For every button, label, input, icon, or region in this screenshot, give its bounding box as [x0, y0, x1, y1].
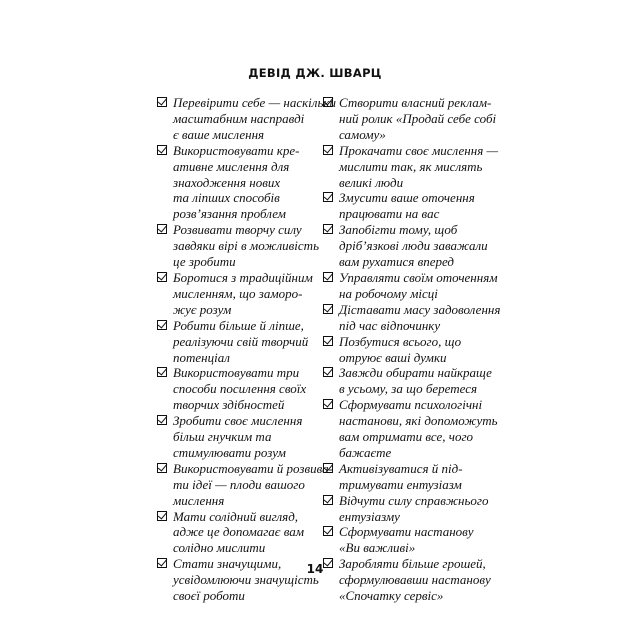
checklist-item-text-line: ативне мислення для [173, 158, 290, 174]
checklist-item [323, 190, 488, 222]
checklist-item-text-line: Змусити ваше оточення [339, 190, 475, 206]
checklist-item [157, 222, 322, 270]
checklist-item-text-line: більш гнучким та [173, 429, 272, 445]
checklist-item-text-line: Робити більше й ліпше, [173, 317, 304, 333]
checklist-item-text-line: Використовувати й розвива- [173, 460, 333, 476]
checklist-right-column [323, 95, 501, 604]
checklist-item-text-line: ти ідеї — плоди вашого [173, 476, 305, 492]
checklist-item-text-line: вам рухатися вперед [339, 254, 455, 270]
checklist-item-text-line: Зробити своє мислення [173, 413, 303, 429]
checklist-item-text-line: адже це допомагає вам [173, 524, 305, 540]
checklist-item-text-line: Створити власний реклам- [339, 95, 492, 110]
checklist-item-text-line: Використовувати кре- [173, 142, 300, 158]
checklist-item-text-line: Використовувати три [173, 365, 300, 381]
checklist-item [157, 413, 322, 461]
checklist-item [323, 222, 488, 270]
checklist-item-text-line: ентузіазму [339, 508, 400, 524]
checklist-item-text-line: Заробляти більше грошей, [339, 556, 486, 572]
checklist-item [157, 460, 333, 509]
checklist-item [323, 142, 499, 191]
checkbox-checked-icon [157, 224, 167, 234]
checklist-item-text-line: Відчути силу справжнього [339, 492, 489, 508]
checklist-item [323, 95, 497, 143]
checklist-item-text-line: на робочому місці [339, 285, 438, 301]
checkbox-checked-icon [157, 145, 167, 155]
checklist-item [157, 270, 322, 318]
checklist-item-text-line: масштабним насправді [173, 110, 305, 126]
checklist-item-text-line: солідно мислити [173, 540, 266, 556]
checklist-item-text-line: тримувати ентузіазм [339, 476, 462, 492]
checklist-item-text-line: Діставати масу задоволення [339, 301, 501, 317]
checklist-item-text-line: знаходження нових [173, 174, 281, 190]
checklist-item-text-line: розв’язання проблем [173, 206, 286, 222]
checkbox-checked-icon [323, 336, 333, 346]
checklist-item-text-line: своєї роботи [173, 588, 245, 604]
checkbox-checked-icon [323, 97, 333, 107]
checklist-item-text-line: в усьому, за що беретеся [339, 381, 478, 397]
checklist-item-text-line: великі люди [339, 174, 404, 190]
checklist-item-text-line: творчих здібностей [173, 397, 285, 413]
checkbox-checked-icon [323, 463, 333, 473]
checkbox-checked-icon [323, 526, 333, 536]
checklist-item-text-line: мисленням, що заморо- [173, 285, 303, 301]
checkbox-checked-icon [323, 399, 333, 409]
checklist-item-text-line: потенціал [173, 349, 230, 365]
checklist-item-text-line: настанови, які допоможуть [339, 413, 498, 429]
checklist-item-text-line: реалізуючи свій творчий [173, 333, 309, 349]
checkbox-checked-icon [323, 367, 333, 377]
checklist-item [323, 397, 498, 461]
checkbox-checked-icon [323, 192, 333, 202]
checkbox-checked-icon [157, 97, 167, 107]
checklist-item [323, 365, 492, 397]
checklist-item-text-line: Сформувати психологічні [339, 397, 483, 413]
page-number: 14 [306, 562, 324, 576]
checklist-item-text-line: Сформувати настанову [339, 524, 474, 540]
checklist-item-text-line: Розвивати творчу силу [173, 222, 302, 238]
checklist-item [323, 301, 501, 334]
checklist-item-text-line: способи посилення своїх [173, 381, 307, 397]
checklist-item-text-line: жує розум [173, 301, 232, 317]
checklist-item-text-line: Мати солідний вигляд, [173, 508, 299, 524]
checklist-item-text-line: мислити так, як мислять [339, 158, 483, 174]
checklist-item [157, 509, 322, 557]
checklist-item-text-line: сформулювавши настанову [339, 572, 491, 588]
checklist-left-column [157, 95, 336, 604]
checkbox-checked-icon [157, 415, 167, 425]
checklist-item [323, 334, 488, 366]
checklist-item-text-line: Завжди обирати найкраще [339, 365, 492, 381]
checklist-item [323, 524, 488, 556]
checklist-item-text-line: під час відпочинку [339, 317, 441, 333]
checkbox-checked-icon [157, 511, 167, 521]
checklist-item-text-line: самому» [339, 126, 386, 142]
checklist-item-text-line: Прокачати своє мислення — [339, 142, 499, 158]
checklist-item [323, 493, 488, 525]
checkbox-checked-icon [157, 320, 167, 330]
checklist-item-text-line: мислення [173, 492, 225, 508]
checklist-item-text-line: Запобігти тому, щоб [339, 222, 458, 238]
checklist-item-text-line: Позбутися всього, що [339, 333, 462, 349]
checklist-item [157, 95, 336, 143]
checklist-item-text-line: Стати значущими, [173, 556, 282, 572]
checklist-item-text-line: Активізуватися й під- [339, 460, 463, 476]
checkbox-checked-icon [323, 495, 333, 505]
checklist-item [157, 365, 322, 413]
checklist-item-text-line: бажаєте [339, 444, 392, 460]
checklist-item-text-line: працювати на вас [339, 206, 440, 222]
checklist-item-text-line: ний ролик «Продай себе собі [339, 110, 497, 126]
checklist-item-text-line: отруює ваші думки [339, 349, 447, 365]
checklist-item-text-line: це зробити [173, 254, 236, 270]
checkbox-checked-icon [323, 224, 333, 234]
checklist-item [157, 318, 322, 366]
checklist-item-text-line: дріб’язкові люди заважали [339, 238, 488, 254]
checklist-item-text-line: та ліпших способів [173, 190, 280, 206]
checklist-item-text-line: Управляти своїм оточенням [339, 269, 498, 285]
checklist-item-text-line: завдяки вірі в можливість [173, 238, 319, 254]
running-header: ДЕВІД ДЖ. ШВАРЦ [248, 66, 382, 80]
checkbox-checked-icon [323, 145, 333, 155]
checkbox-checked-icon [323, 304, 333, 314]
checkbox-checked-icon [323, 272, 333, 282]
checkbox-checked-icon [157, 272, 167, 282]
checklist-item-text-line: Перевірити себе — наскільки [173, 95, 336, 110]
checklist-item [323, 461, 488, 493]
checklist-item [323, 269, 498, 302]
checklist-item-text-line: усвідомлюючи значущість [173, 572, 319, 588]
checklist-item-text-line: «Ви важливі» [339, 540, 416, 556]
checklist-item-text-line: «Спочатку сервіс» [339, 588, 444, 604]
checklist-item-text-line: є ваше мислення [173, 126, 265, 142]
checkbox-checked-icon [157, 463, 167, 473]
checklist-item-text-line: стимулювати розум [173, 444, 286, 460]
checklist-item-text-line: вам отримати все, чого [339, 429, 474, 445]
checklist-item-text-line: Боротися з традиційним [173, 269, 313, 285]
checkbox-checked-icon [157, 367, 167, 377]
checklist-item [157, 143, 322, 223]
